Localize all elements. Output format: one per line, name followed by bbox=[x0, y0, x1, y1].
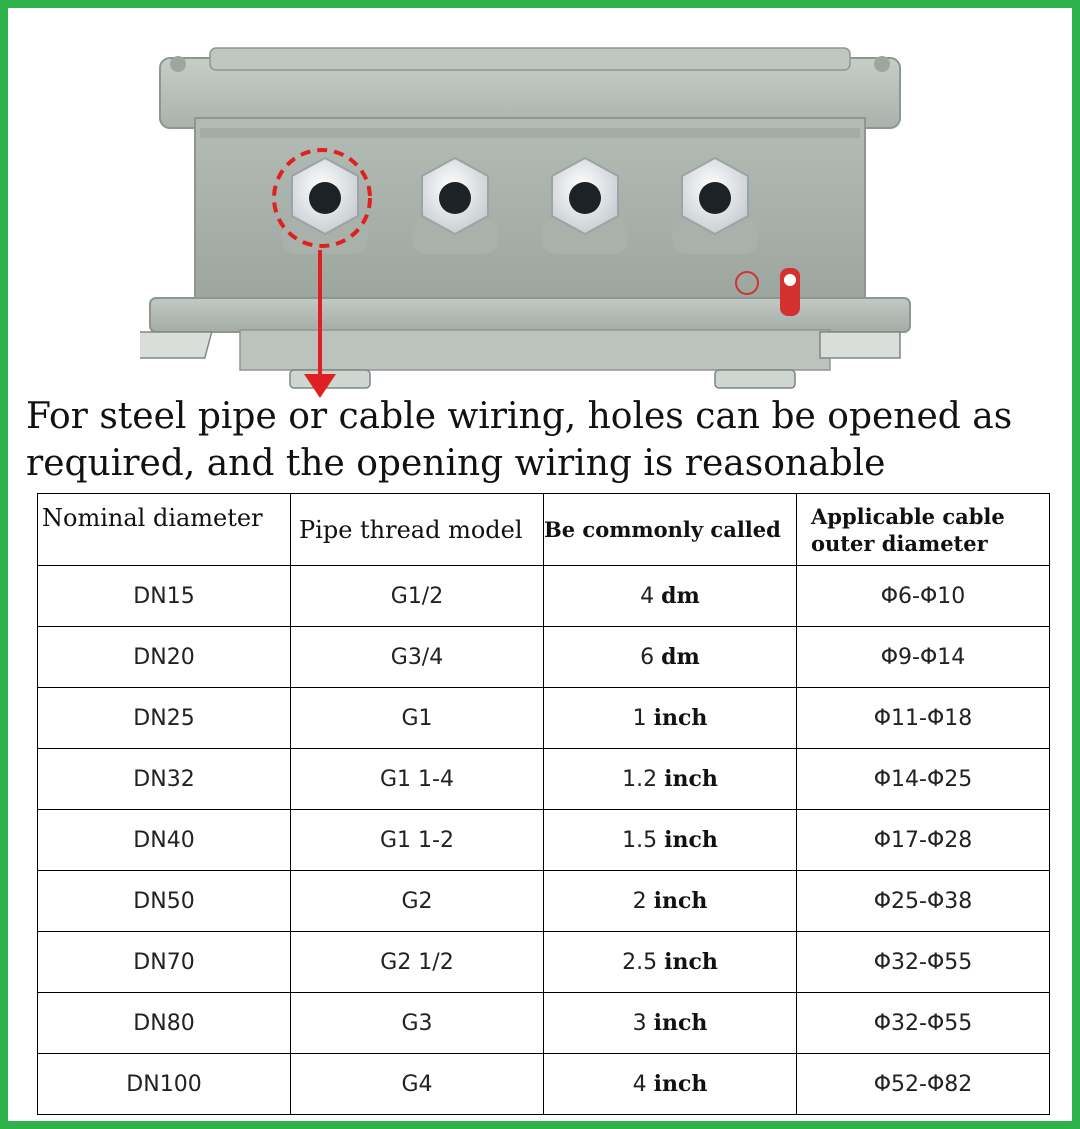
called-unit: inch bbox=[653, 705, 708, 731]
cell-cable: Φ32-Φ55 bbox=[797, 993, 1050, 1054]
called-number: 3 bbox=[632, 1011, 647, 1036]
cell-called bbox=[544, 749, 797, 810]
cell-thread: G3 bbox=[291, 993, 544, 1054]
cell-nominal: DN32 bbox=[38, 749, 291, 810]
header-pipe-thread-model: Pipe thread model bbox=[291, 494, 544, 566]
table-header-row bbox=[38, 494, 1050, 566]
called-unit: dm bbox=[661, 583, 700, 609]
cell-called bbox=[544, 810, 797, 871]
called-number: 4 bbox=[640, 584, 655, 609]
header-nominal-diameter: Nominal diameter bbox=[38, 494, 291, 566]
cell-nominal: DN70 bbox=[38, 932, 291, 993]
cell-thread: G1 1-4 bbox=[291, 749, 544, 810]
cell-thread: G1 bbox=[291, 688, 544, 749]
cell-called bbox=[544, 1054, 797, 1115]
cell-cable: Φ6-Φ10 bbox=[797, 566, 1050, 627]
cell-nominal: DN50 bbox=[38, 871, 291, 932]
header-cable-line-2: outer diameter bbox=[811, 530, 988, 556]
called-unit: inch bbox=[653, 888, 708, 914]
cell-called bbox=[544, 932, 797, 993]
cell-nominal: DN40 bbox=[38, 810, 291, 871]
cell-nominal: DN100 bbox=[38, 1054, 291, 1115]
cell-nominal: DN80 bbox=[38, 993, 291, 1054]
cell-nominal: DN20 bbox=[38, 627, 291, 688]
caption-line-1: For steel pipe or cable wiring, holes can be opened as bbox=[26, 396, 1013, 437]
cell-called bbox=[544, 993, 797, 1054]
table-row bbox=[38, 1054, 1050, 1115]
cell-cable: Φ9-Φ14 bbox=[797, 627, 1050, 688]
cell-cable: Φ52-Φ82 bbox=[797, 1054, 1050, 1115]
called-unit: inch bbox=[664, 949, 718, 975]
called-number: 6 bbox=[640, 645, 655, 670]
header-commonly-called: Be commonly called bbox=[544, 494, 797, 566]
header-cable-line-1: Applicable cable bbox=[811, 503, 1005, 529]
caption bbox=[26, 393, 1066, 487]
cell-cable: Φ11-Φ18 bbox=[797, 688, 1050, 749]
cell-cable: Φ14-Φ25 bbox=[797, 749, 1050, 810]
table-row bbox=[38, 688, 1050, 749]
cell-thread: G1/2 bbox=[291, 566, 544, 627]
called-number: 2.5 bbox=[622, 950, 658, 975]
table-row bbox=[38, 749, 1050, 810]
cell-nominal: DN15 bbox=[38, 566, 291, 627]
cell-called bbox=[544, 627, 797, 688]
header-cable-diameter bbox=[797, 494, 1050, 566]
table-row bbox=[38, 566, 1050, 627]
cell-thread: G2 1/2 bbox=[291, 932, 544, 993]
called-unit: inch bbox=[653, 1071, 708, 1097]
called-unit: inch bbox=[653, 1010, 708, 1036]
table-row bbox=[38, 627, 1050, 688]
cell-thread: G4 bbox=[291, 1054, 544, 1115]
cell-called bbox=[544, 566, 797, 627]
cell-thread: G3/4 bbox=[291, 627, 544, 688]
cell-called bbox=[544, 871, 797, 932]
called-unit: inch bbox=[664, 766, 718, 792]
called-number: 1.2 bbox=[622, 767, 658, 792]
caption-line-2: required, and the opening wiring is reasonable bbox=[26, 443, 886, 484]
junction-box-photo bbox=[140, 40, 920, 410]
table-row bbox=[38, 810, 1050, 871]
table-row bbox=[38, 993, 1050, 1054]
table-row bbox=[38, 932, 1050, 993]
table-row bbox=[38, 871, 1050, 932]
cell-cable: Φ32-Φ55 bbox=[797, 932, 1050, 993]
cell-nominal: DN25 bbox=[38, 688, 291, 749]
cell-cable: Φ25-Φ38 bbox=[797, 871, 1050, 932]
called-number: 4 bbox=[632, 1072, 647, 1097]
called-unit: inch bbox=[664, 827, 718, 853]
cell-cable: Φ17-Φ28 bbox=[797, 810, 1050, 871]
cell-called bbox=[544, 688, 797, 749]
specification-table bbox=[37, 493, 1050, 1115]
cell-thread: G1 1-2 bbox=[291, 810, 544, 871]
called-unit: dm bbox=[661, 644, 700, 670]
called-number: 1.5 bbox=[622, 828, 658, 853]
called-number: 2 bbox=[632, 889, 647, 914]
called-number: 1 bbox=[632, 706, 647, 731]
cell-thread: G2 bbox=[291, 871, 544, 932]
